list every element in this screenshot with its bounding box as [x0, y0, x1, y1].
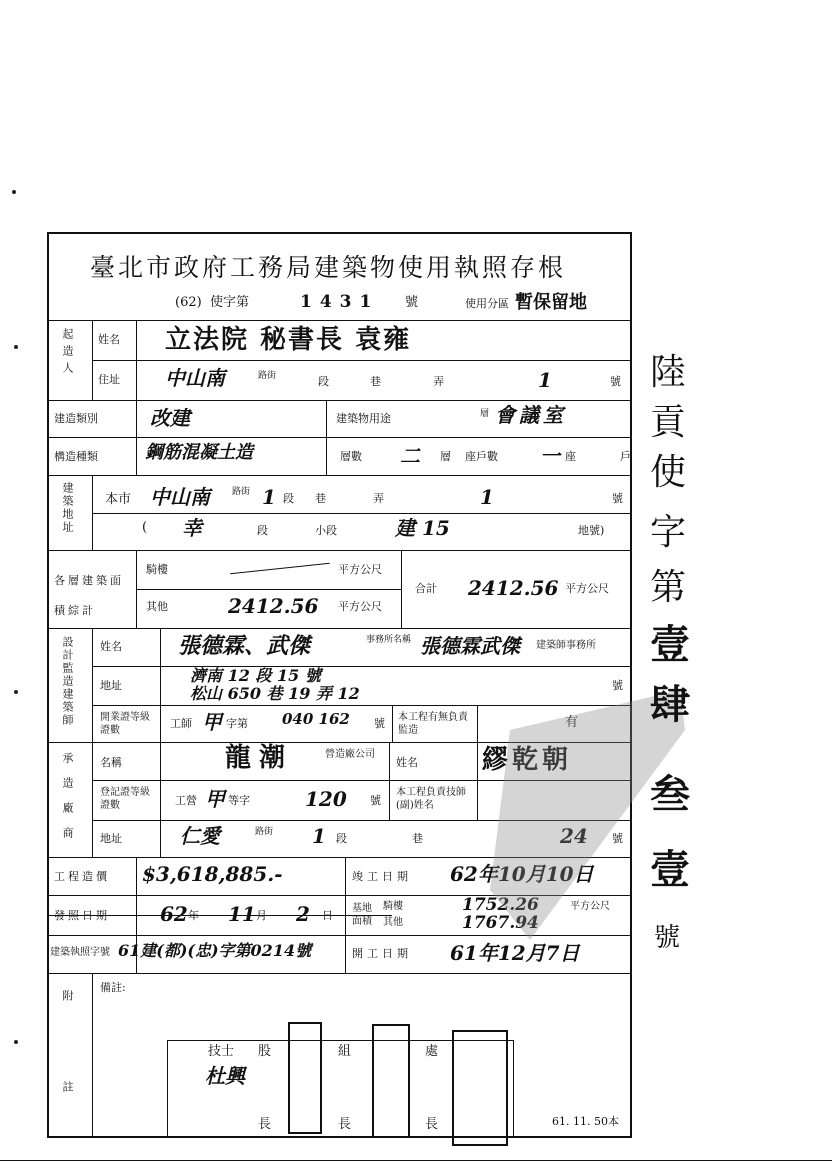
- inner-line: [92, 360, 632, 361]
- issue-other-value: 1767.94: [462, 913, 539, 933]
- side-char: 第: [650, 567, 687, 608]
- architect-address-line1: 濟南 12 段 15 號: [190, 666, 321, 685]
- contractor-name-value: 龍潮: [225, 743, 294, 773]
- contractor-no-unit: 號: [612, 832, 623, 845]
- col-line: [136, 550, 137, 628]
- architect-supervise-value: 有: [565, 715, 579, 730]
- use-label: 建築物用途: [336, 412, 391, 425]
- finish-label: 竣工日期: [352, 870, 412, 883]
- col-line: [136, 320, 137, 400]
- col-line: [92, 320, 93, 400]
- sig-group-chief: 長: [338, 1117, 352, 1132]
- site-number-unit: 號: [612, 492, 623, 505]
- sig-tech-title: 技士: [208, 1044, 235, 1059]
- architect-office-label: 事務所名稱: [366, 635, 412, 645]
- architect-cert-type: 字第: [226, 717, 248, 730]
- contractor-label: 承造廠商: [61, 752, 74, 852]
- total-label: 合計: [415, 582, 437, 595]
- architect-name-label: 姓名: [100, 640, 122, 653]
- owner-section-unit: 段: [318, 375, 329, 388]
- contractor-address-road: 仁愛: [180, 824, 220, 848]
- issue-base-label: 基地面積: [352, 903, 372, 927]
- issue-month: 11: [228, 902, 256, 926]
- contractor-cert-type: 等字: [228, 794, 250, 807]
- issue-day: 2: [296, 902, 310, 926]
- sig-office-chief: 長: [425, 1117, 439, 1132]
- owner-alley-unit: 弄: [433, 375, 444, 388]
- arcade-unit: 平方公尺: [338, 563, 382, 576]
- inner-line: [136, 589, 401, 590]
- col-line: [401, 550, 402, 628]
- issue-month-unit: 月: [256, 909, 267, 922]
- form-title: 臺北市政府工務局建築物使用執照存根: [90, 253, 567, 282]
- col-line: [92, 475, 93, 550]
- site-road-unit: 路街: [232, 487, 251, 497]
- sig-section-label: 股: [258, 1044, 272, 1059]
- side-char: 使: [650, 452, 687, 493]
- sig-tech-name: 杜興: [205, 1064, 245, 1088]
- architect-cert-class: 甲: [202, 710, 222, 734]
- site-label: 建築地址: [61, 482, 74, 534]
- side-char: 號: [654, 923, 681, 953]
- start-value: 61年12月7日: [450, 941, 580, 965]
- site-section: 1: [262, 485, 276, 509]
- owner-lane-unit: 巷: [370, 375, 381, 388]
- category-value: 改建: [150, 406, 190, 430]
- use-floor: 層: [480, 409, 490, 419]
- units-value: 一: [540, 444, 560, 468]
- architect-office-suffix: 建築師事務所: [536, 640, 596, 651]
- contractor-cert-class: 甲: [205, 787, 225, 811]
- architect-cert-prefix: 工師: [170, 717, 192, 730]
- footer-code: 61. 11. 50本: [552, 1115, 619, 1128]
- site-lot: 建 15: [395, 516, 450, 540]
- side-char: 壹: [650, 621, 690, 668]
- issue-arcade-label: 騎樓: [383, 901, 403, 912]
- punch-mark: [12, 190, 16, 194]
- punch-mark: [14, 1040, 18, 1044]
- col-line: [389, 742, 390, 820]
- total-value: 2412.56: [468, 576, 559, 600]
- col-line: [92, 628, 93, 857]
- site-lot-unit: 地號): [578, 524, 605, 537]
- permit-value: 61建(都)(忠)字第0214號: [118, 941, 312, 960]
- row-line: [47, 550, 632, 551]
- row-line: [47, 320, 632, 321]
- contractor-address-number: 24: [560, 824, 588, 848]
- floors-unit: 層: [440, 450, 451, 463]
- arcade-label: 騎樓: [146, 563, 168, 576]
- area-label: 各層建築面積綜計: [54, 574, 124, 617]
- zone-label: 使用分區: [465, 297, 509, 310]
- owner-address-road: 中山南: [165, 366, 225, 390]
- inner-line: [92, 513, 632, 514]
- site-road: 中山南: [150, 485, 210, 509]
- owner-address-label: 住址: [98, 373, 120, 386]
- contractor-cert-number: 120: [305, 787, 347, 811]
- remarks-label: 附註: [61, 990, 74, 1172]
- inner-line: [92, 666, 632, 667]
- sig-section-chief: 長: [258, 1117, 272, 1132]
- license-type: 使字第: [210, 295, 250, 310]
- seal-stamp: [452, 1030, 508, 1146]
- issue-year-unit: 年: [188, 909, 199, 922]
- punch-mark: [14, 690, 18, 694]
- row-line: [47, 475, 632, 476]
- sig-group-label: 組: [338, 1044, 352, 1059]
- col-line: [136, 400, 137, 475]
- architect-cert-label: 開業證等級證數: [100, 712, 150, 736]
- site-district-unit: 段: [257, 524, 268, 537]
- contractor-section-unit: 段: [336, 832, 347, 845]
- site-section-unit: 段: [283, 492, 294, 505]
- contractor-cert-label: 登記證等級證數: [100, 787, 150, 811]
- permit-label: 建築執照字號: [50, 947, 110, 958]
- units-unit: 座: [565, 450, 576, 463]
- owner-road-unit: 路街: [258, 371, 277, 381]
- contractor-tech-label: 本工程負責技師(副)姓名: [396, 787, 466, 811]
- household-unit: 戶: [620, 450, 631, 463]
- zone-value: 暫保留地: [515, 292, 587, 313]
- row-line: [47, 437, 632, 438]
- use-value: 會議室: [495, 403, 567, 427]
- owner-address-number: 1: [538, 368, 552, 392]
- side-char: 肆: [650, 681, 690, 728]
- side-char: 陸: [650, 352, 687, 393]
- license-prefix: (62): [175, 295, 202, 310]
- issue-unit: 平方公尺: [570, 901, 610, 912]
- col-line: [392, 705, 393, 743]
- contractor-person-label: 姓名: [396, 756, 418, 769]
- punch-mark: [14, 345, 18, 349]
- contractor-cert-suffix: 號: [370, 794, 381, 807]
- units-label: 座戶數: [465, 450, 498, 463]
- finish-value: 62年10月10日: [450, 862, 594, 886]
- issue-other-label: 其他: [383, 917, 403, 928]
- cost-label: 工程造價: [54, 870, 110, 883]
- architect-address-label: 地址: [100, 679, 122, 692]
- architect-cert-number: 040 162: [282, 710, 350, 728]
- owner-name-label: 姓名: [98, 333, 120, 346]
- architect-supervise-label: 本工程有無負責監造: [398, 712, 468, 736]
- angled-stamp: [470, 690, 690, 953]
- issue-arcade-value: 1752.26: [462, 895, 539, 915]
- col-line: [326, 400, 327, 475]
- site-number: 1: [480, 485, 494, 509]
- seal-stamp: [372, 1024, 410, 1138]
- issue-label: 發照日期: [54, 909, 110, 922]
- site-lane-unit: 巷: [315, 492, 326, 505]
- row-line: [47, 400, 632, 401]
- col-line: [345, 857, 346, 973]
- architect-no-unit: 號: [612, 679, 623, 692]
- architect-office-value: 張德霖武傑: [420, 634, 520, 658]
- architect-cert-suffix: 號: [374, 717, 385, 730]
- contractor-lane-unit: 巷: [412, 832, 423, 845]
- license-suffix: 號: [405, 295, 419, 310]
- category-label: 建造類別: [54, 412, 98, 425]
- owner-section-label: 起造人: [61, 328, 74, 379]
- other-label: 其他: [146, 600, 168, 613]
- license-number: 1431: [300, 292, 380, 312]
- contractor-address-section: 1: [312, 824, 326, 848]
- side-char: 壹: [650, 846, 690, 893]
- side-char: 叁: [650, 771, 690, 818]
- contractor-address-label: 地址: [100, 832, 122, 845]
- floors-label: 層數: [340, 450, 362, 463]
- contractor-road-unit: 路街: [255, 827, 274, 837]
- site-district: 幸: [182, 516, 202, 540]
- row-line: [47, 628, 632, 629]
- side-char: 字: [650, 512, 687, 553]
- notes-label: 備註:: [100, 981, 126, 994]
- col-line: [160, 628, 161, 857]
- owner-no-unit: 號: [610, 375, 621, 388]
- architect-address-line2: 松山 650 巷 19 弄 12: [190, 684, 360, 703]
- site-paren: (: [142, 520, 148, 535]
- owner-name-value: 立法院 秘書長 袁雍: [165, 325, 412, 355]
- seal-stamp: [288, 1022, 322, 1134]
- bottom-edge: [0, 1160, 832, 1161]
- site-subsection-unit: 小段: [315, 524, 337, 537]
- structure-value: 鋼筋混凝土造: [145, 442, 253, 463]
- site-alley-unit: 弄: [373, 492, 384, 505]
- floors-value: 二: [400, 444, 420, 468]
- other-unit: 平方公尺: [338, 600, 382, 613]
- side-char: 貢: [650, 402, 687, 443]
- issue-day-unit: 日: [322, 909, 333, 922]
- col-line: [92, 973, 93, 1138]
- start-label: 開工日期: [352, 947, 412, 960]
- other-value: 2412.56: [228, 594, 319, 618]
- contractor-person-value: 繆乾朝: [482, 745, 573, 775]
- architect-label: 設計監造建築師: [61, 636, 74, 727]
- issue-year: 62: [160, 902, 188, 926]
- total-unit: 平方公尺: [565, 582, 609, 595]
- contractor-name-label: 名稱: [100, 756, 122, 769]
- structure-label: 構造種類: [54, 450, 98, 463]
- architect-name-value: 張德霖、武傑: [178, 633, 311, 659]
- contractor-firm-suffix: 營造廠公司: [325, 749, 375, 760]
- cost-value: $3,618,885.-: [142, 862, 283, 886]
- row-line: [47, 973, 632, 974]
- sig-office-label: 處: [425, 1044, 439, 1059]
- contractor-cert-prefix: 工營: [175, 794, 197, 807]
- site-city: 本市: [105, 492, 132, 507]
